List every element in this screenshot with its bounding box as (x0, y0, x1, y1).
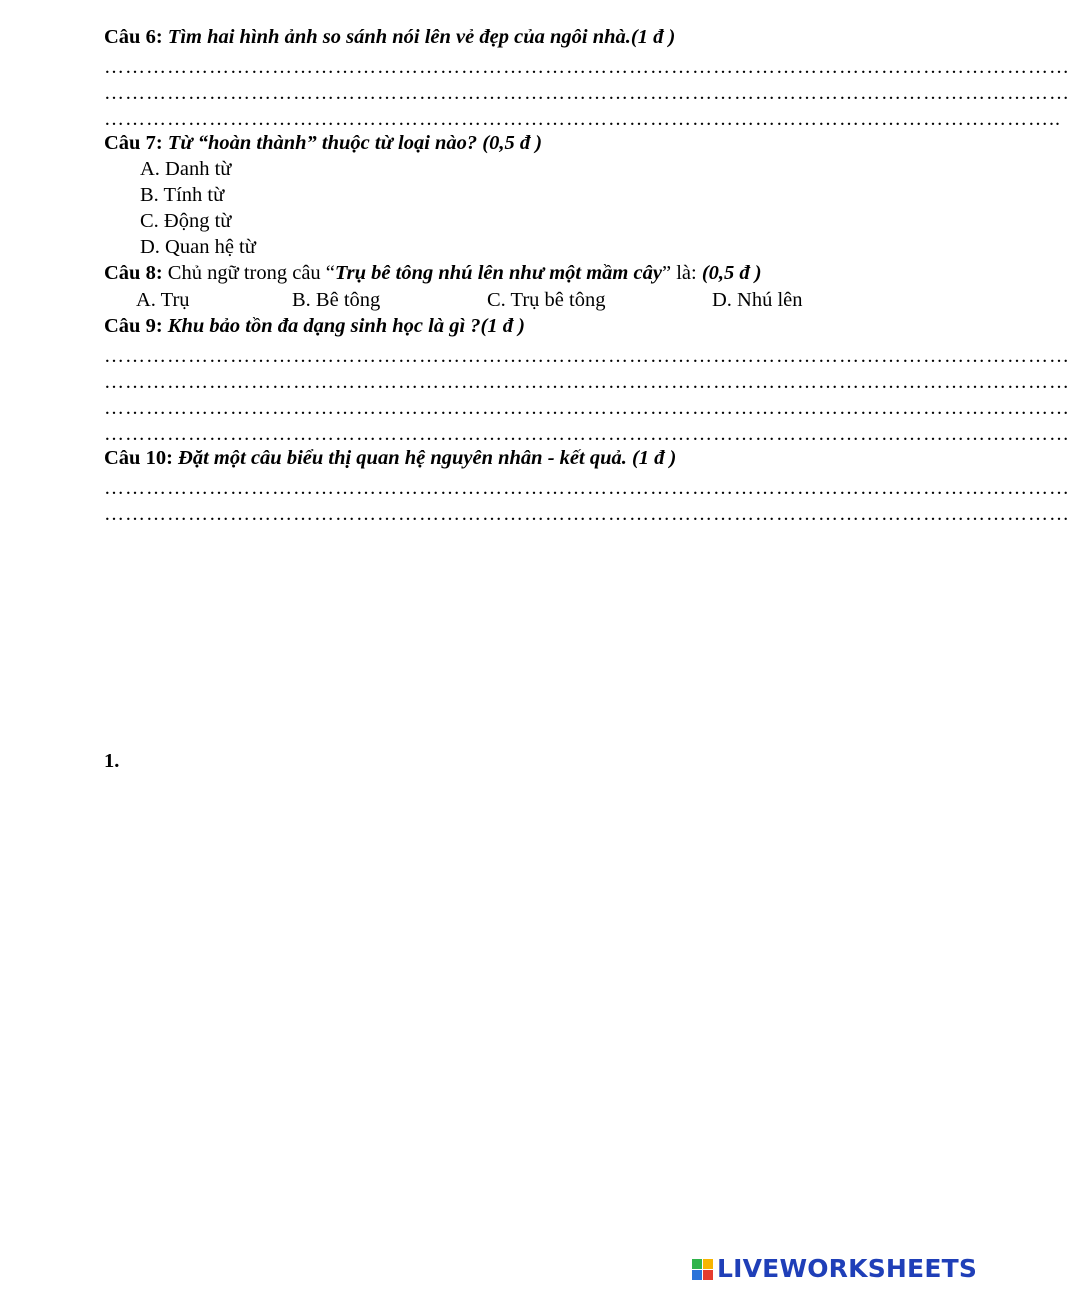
answer-line[interactable]: ………………………………………………………………………………………………………………………… (104, 423, 1070, 445)
question-6-text: Tìm hai hình ảnh so sánh nói lên vẻ đẹp của ngôi nhà.(1 đ ) (162, 26, 676, 48)
question-9 (104, 313, 525, 339)
logo-square (703, 1270, 713, 1280)
question-7-option-b[interactable]: B. Tính từ (140, 184, 225, 206)
liveworksheets-logo (692, 1252, 977, 1286)
logo-square (692, 1270, 702, 1280)
logo-text: LIVEWORKSHEETS (717, 1254, 978, 1283)
question-6-label: Câu 6: (104, 26, 163, 48)
question-7-option-a[interactable]: A. Danh từ (140, 158, 232, 180)
question-9-text: Khu bảo tồn đa dạng sinh học là gì ?(1 đ ) (162, 315, 525, 337)
question-8-option-d[interactable]: D. Nhú lên (712, 289, 803, 311)
answer-line[interactable]: ……………………………………………………………………………………………………………………….. (104, 108, 1061, 130)
logo-square (703, 1259, 713, 1269)
question-10-label: Câu 10: (104, 447, 173, 469)
question-7-text: Từ “hoàn thành” thuộc từ loại nào? (0,5 đ ) (162, 132, 543, 154)
answer-line[interactable]: ………………………………………………………………………………………………………………………… (104, 477, 1070, 499)
answer-line[interactable]: ………………………………………………………………………………………………………………………… (104, 503, 1070, 525)
logo-square (692, 1259, 702, 1269)
answer-line[interactable]: ………………………………………………………………………………………………………………………… (104, 345, 1070, 367)
answer-line[interactable]: ………………………………………………………………………………………………………………………… (104, 397, 1070, 419)
question-8-suffix: ” là: (661, 262, 702, 284)
question-8 (104, 260, 762, 286)
question-9-label: Câu 9: (104, 315, 163, 337)
question-7-option-c[interactable]: C. Động từ (140, 210, 232, 232)
question-7 (104, 130, 542, 156)
answer-line[interactable]: ………………………………………………………………………………………………………………………… (104, 371, 1070, 393)
question-8-points: (0,5 đ ) (701, 262, 762, 284)
question-8-option-a[interactable]: A. Trụ (136, 289, 190, 311)
answer-line[interactable]: ………………………………………………………………………………………………………………………… (104, 56, 1070, 78)
question-8-label: Câu 8: (104, 262, 163, 284)
logo-grid-icon (692, 1259, 713, 1280)
question-8-prefix: Chủ ngữ trong câu “ (162, 262, 335, 284)
question-10 (104, 445, 676, 471)
question-10-text: Đặt một câu biểu thị quan hệ nguyên nhân - kết quả. (1 đ ) (172, 447, 677, 469)
question-8-quote: Trụ bê tông nhú lên như một mầm cây (334, 262, 662, 284)
section-number: 1. (104, 750, 120, 772)
question-8-option-b[interactable]: B. Bê tông (292, 289, 381, 311)
question-7-label: Câu 7: (104, 132, 163, 154)
question-6 (104, 24, 675, 50)
answer-line[interactable]: ………………………………………………………………………………………………………………………… (104, 82, 1070, 104)
question-7-option-d[interactable]: D. Quan hệ từ (140, 236, 256, 258)
question-8-option-c[interactable]: C. Trụ bê tông (487, 289, 606, 311)
